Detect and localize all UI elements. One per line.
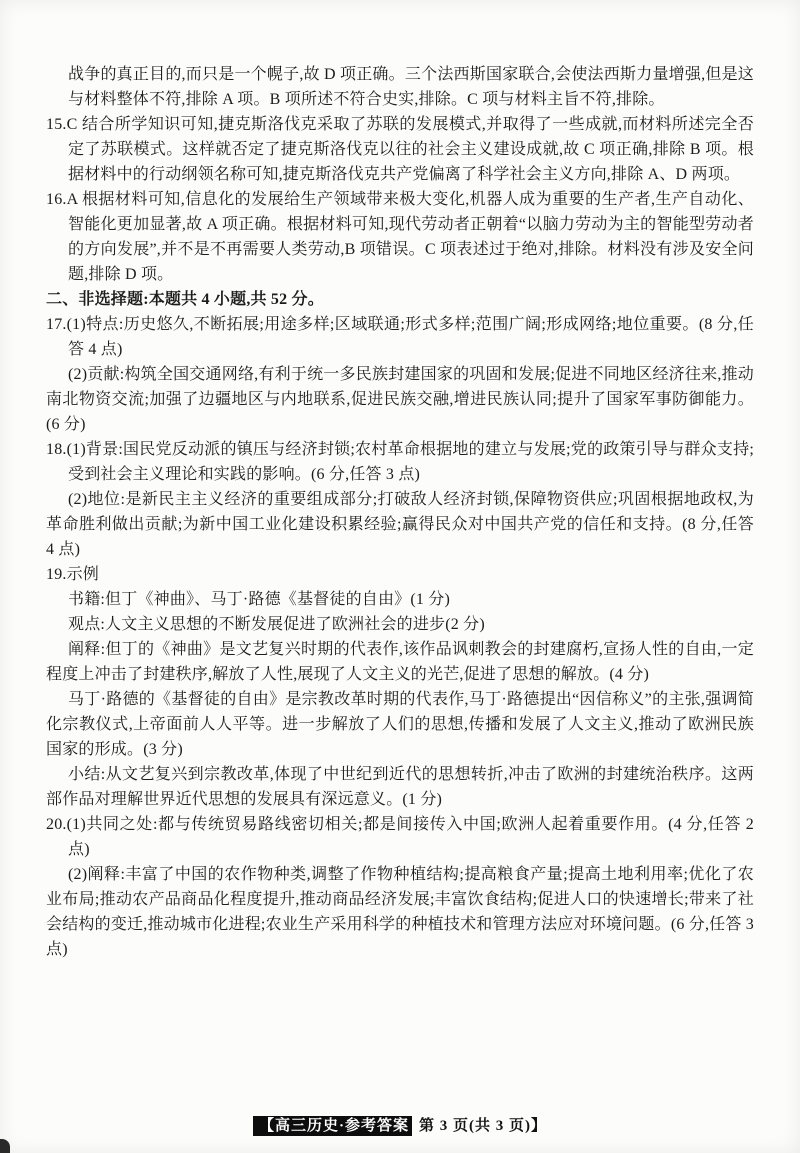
- item19-explanation-dante: 阐释:但丁的《神曲》是文艺复兴时期的代表作,该作品讽刺教会的封建腐朽,宣扬人性的自由,一定程度上冲击了封建秩序,解放了人性,展现了人文主义的光芒,促进了思想的解放。(4 分): [46, 641, 754, 683]
- item20-part2-answer: (2)阐释:丰富了中国的农作物种类,调整了作物种植结构;提高粮食产量;提高土地利用率;优化了农业布局;推动农产品商品化程度提升,推动商品经济发展;丰富饮食结构;促进人口的快速增长;带来了社会结构的变迁,推动城市化进程;农业生产采用科学的种植技术和管理方法应对环境问题。(6 分,任答 3 点): [46, 866, 754, 958]
- footer-paper-title-badge: 【高三历史·参考答案: [253, 1116, 412, 1136]
- item19-summary-line: 小结:从文艺复兴到宗教改革,体现了中世纪到近代的思想转折,冲击了欧洲的封建统治秩序。这两部作品对理解世界近代思想的发展具有深远意义。(1 分): [46, 766, 754, 808]
- item18-part1-answer: 18.(1)背景:国民党反动派的镇压与经济封锁;农村革命根据地的建立与发展;党的政策引导与群众支持;受到社会主义理论和实践的影响。(6 分,任答 3 点): [46, 441, 754, 483]
- item19-viewpoint-line: 观点:人文主义思想的不断发展促进了欧洲社会的进步(2 分): [68, 616, 485, 633]
- item17-part1-answer: 17.(1)特点:历史悠久,不断拓展;用途多样;区域联通;形式多样;范围广阔;形成网络;地位重要。(8 分,任答 4 点): [46, 316, 754, 358]
- item14-answer-continuation: 战争的真正目的,而只是一个幌子,故 D 项正确。三个法西斯国家联合,会使法西斯力量增强,但是这与材料整体不符,排除 A 项。B 项所述不符合史实,排除。C 项与材料主旨不符,排除。: [68, 66, 754, 108]
- item18-part2-answer: (2)地位:是新民主主义经济的重要组成部分;打破敌人经济封锁,保障物资供应;巩固根据地政权,为革命胜利做出贡献;为新中国工业化建设积累经验;赢得民众对中国共产党的信任和支持。(8 分,任答 4 点): [46, 491, 754, 558]
- item20-part1-answer: 20.(1)共同之处:都与传统贸易路线密切相关;都是间接传入中国;欧洲人起着重要作用。(4 分,任答 2 点): [46, 816, 754, 858]
- item15-answer: 15.C 结合所学知识可知,捷克斯洛伐克采取了苏联的发展模式,并取得了一些成就,而材料所述完全否定了苏联模式。这样就否定了捷克斯洛伐克以往的社会主义建设成就,故 C 项正确,排除 B 项。根据材料中的行动纲领名称可知,捷克斯洛伐克共产党偏离了科学社会主义方向,排除 A、D 两项。: [46, 116, 754, 183]
- item19-books-line: 书籍:但丁《神曲》、马丁·路德《基督徒的自由》(1 分): [68, 591, 451, 608]
- item19-example-header: 19.示例: [46, 566, 100, 583]
- section2-header: 二、非选择题:本题共 4 小题,共 52 分。: [46, 291, 324, 308]
- item17-part2-answer: (2)贡献:构筑全国交通网络,有利于统一多民族封建国家的巩固和发展;促进不同地区经济往来,推动南北物资交流;加强了边疆地区与内地联系,促进民族交融,增进民族认同;提升了国家军事防御能力。(6 分): [46, 366, 754, 433]
- item19-explanation-luther: 马丁·路德的《基督徒的自由》是宗教改革时期的代表作,马丁·路德提出“因信称义”的主张,强调简化宗教仪式,上帝面前人人平等。进一步解放了人们的思想,传播和发展了人文主义,推动了欧洲民族国家的形成。(3 分): [46, 691, 754, 758]
- answers-content: [46, 62, 754, 962]
- footer-page-number: 第 3 页(共 3 页)】: [419, 1118, 547, 1134]
- item16-answer: 16.A 根据材料可知,信息化的发展给生产领域带来极大变化,机器人成为重要的生产者,生产自动化、智能化更加显著,故 A 项正确。根据材料可知,现代劳动者正朝着“以脑力劳动为主的智能型劳动者的方向发展”,并不是不再需要人类劳动,B 项错误。C 项表述过于绝对,排除。材料没有涉及安全问题,排除 D 项。: [46, 191, 754, 283]
- page-footer: [0, 1114, 800, 1135]
- scan-corner-artifact: [0, 1139, 10, 1153]
